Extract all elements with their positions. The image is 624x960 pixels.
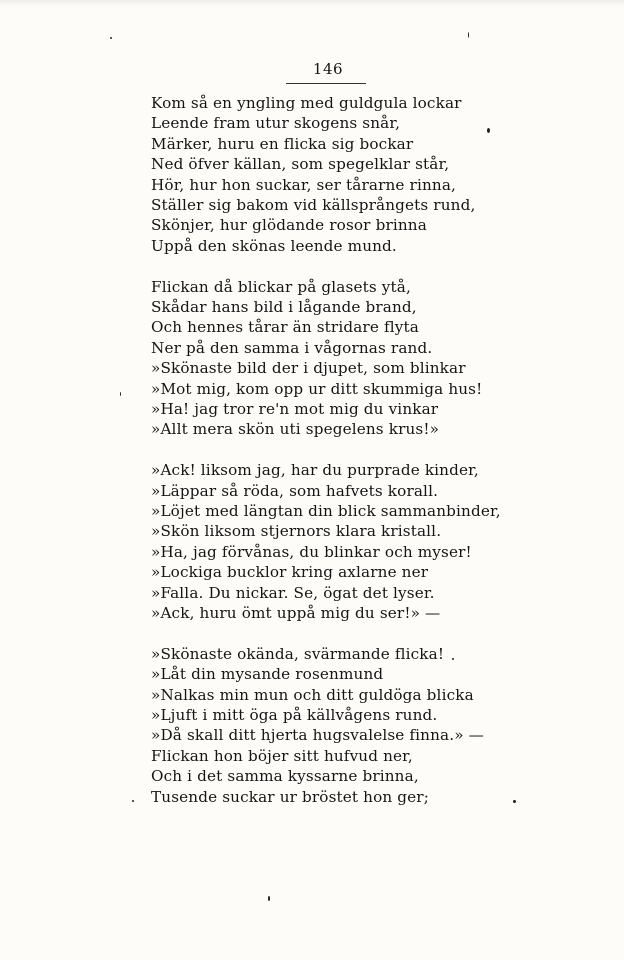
poem-line: »Låt din mysande rosenmund xyxy=(151,665,384,684)
poem-line: »Löjet med längtan din blick sammanbinder, xyxy=(151,502,501,521)
poem-line: »Falla. Du nickar. Se, ögat det lyser. xyxy=(151,583,435,602)
poem-line: Leende fram utur skogens snår, xyxy=(151,114,401,133)
poem-line: »Mot mig, kom opp ur ditt skummiga hus! xyxy=(151,379,483,398)
poem-line: Och hennes tårar än stridare flyta xyxy=(151,318,419,337)
poem-line: »Läppar så röda, som hafvets korall. xyxy=(151,481,439,500)
poem-line: Skönjer, hur glödande rosor brinna xyxy=(151,216,427,235)
scan-speck xyxy=(120,392,121,396)
scan-speck xyxy=(468,32,469,38)
poem-line: Ner på den samma i vågornas rand. xyxy=(151,338,433,357)
scan-speck xyxy=(513,800,516,803)
poem-line: Ställer sig bakom vid källsprångets rund, xyxy=(151,195,476,214)
scan-speck xyxy=(110,37,112,39)
poem-line: »Skönaste okända, svärmande flicka! xyxy=(151,644,445,663)
poem-line: Uppå den skönas leende mund. xyxy=(151,236,397,255)
scan-speck xyxy=(487,128,490,133)
poem-line: Flickan då blickar på glasets ytå, xyxy=(151,277,411,296)
poem-line: »Lockiga bucklor kring axlarne ner xyxy=(151,563,429,582)
stanza-2 xyxy=(151,277,511,440)
poem-line: Flickan hon böjer sitt hufvud ner, xyxy=(151,746,413,765)
header-rule xyxy=(286,83,366,84)
poem-body xyxy=(151,93,511,828)
poem-line: »Ha! jag tror re'n mot mig du vinkar xyxy=(151,399,439,418)
poem-line: Kom så en yngling med guldgula lockar xyxy=(151,94,462,112)
poem-line: Hör, hur hon suckar, ser tårarne rinna, xyxy=(151,175,457,194)
stanza-4 xyxy=(151,644,511,807)
poem-line: »Då skall ditt hjerta hugsvalelse finna.» — xyxy=(151,726,484,745)
poem-line: Skådar hans bild i lågande brand, xyxy=(151,298,417,317)
scan-speck xyxy=(132,800,134,802)
poem-line: »Ha, jag förvånas, du blinkar och myser! xyxy=(151,542,472,561)
poem-line: »Skön liksom stjernors klara kristall. xyxy=(151,522,442,541)
poem-line: »Skönaste bild der i djupet, som blinkar xyxy=(151,359,466,378)
poem-line: Tusende suckar ur bröstet hon ger; xyxy=(151,787,429,806)
poem-line: »Nalkas min mun och ditt guldöga blicka xyxy=(151,685,474,704)
stanza-1 xyxy=(151,93,511,256)
scan-speck xyxy=(452,658,454,660)
page-number: 146 xyxy=(312,60,344,78)
poem-line: Märker, huru en flicka sig bockar xyxy=(151,134,414,153)
scan-top-shadow xyxy=(0,0,624,6)
poem-line: »Allt mera skön uti spegelens krus!» xyxy=(151,420,440,439)
poem-line: Och i det samma kyssarne brinna, xyxy=(151,767,419,786)
poem-line: Ned öfver källan, som spegelklar står, xyxy=(151,155,450,174)
poem-line: »Ack, huru ömt uppå mig du ser!» — xyxy=(151,603,441,622)
poem-line: »Ljuft i mitt öga på källvågens rund. xyxy=(151,706,438,725)
scan-speck xyxy=(268,896,270,901)
stanza-3 xyxy=(151,460,511,623)
poem-line: »Ack! liksom jag, har du purprade kinder, xyxy=(151,461,479,480)
